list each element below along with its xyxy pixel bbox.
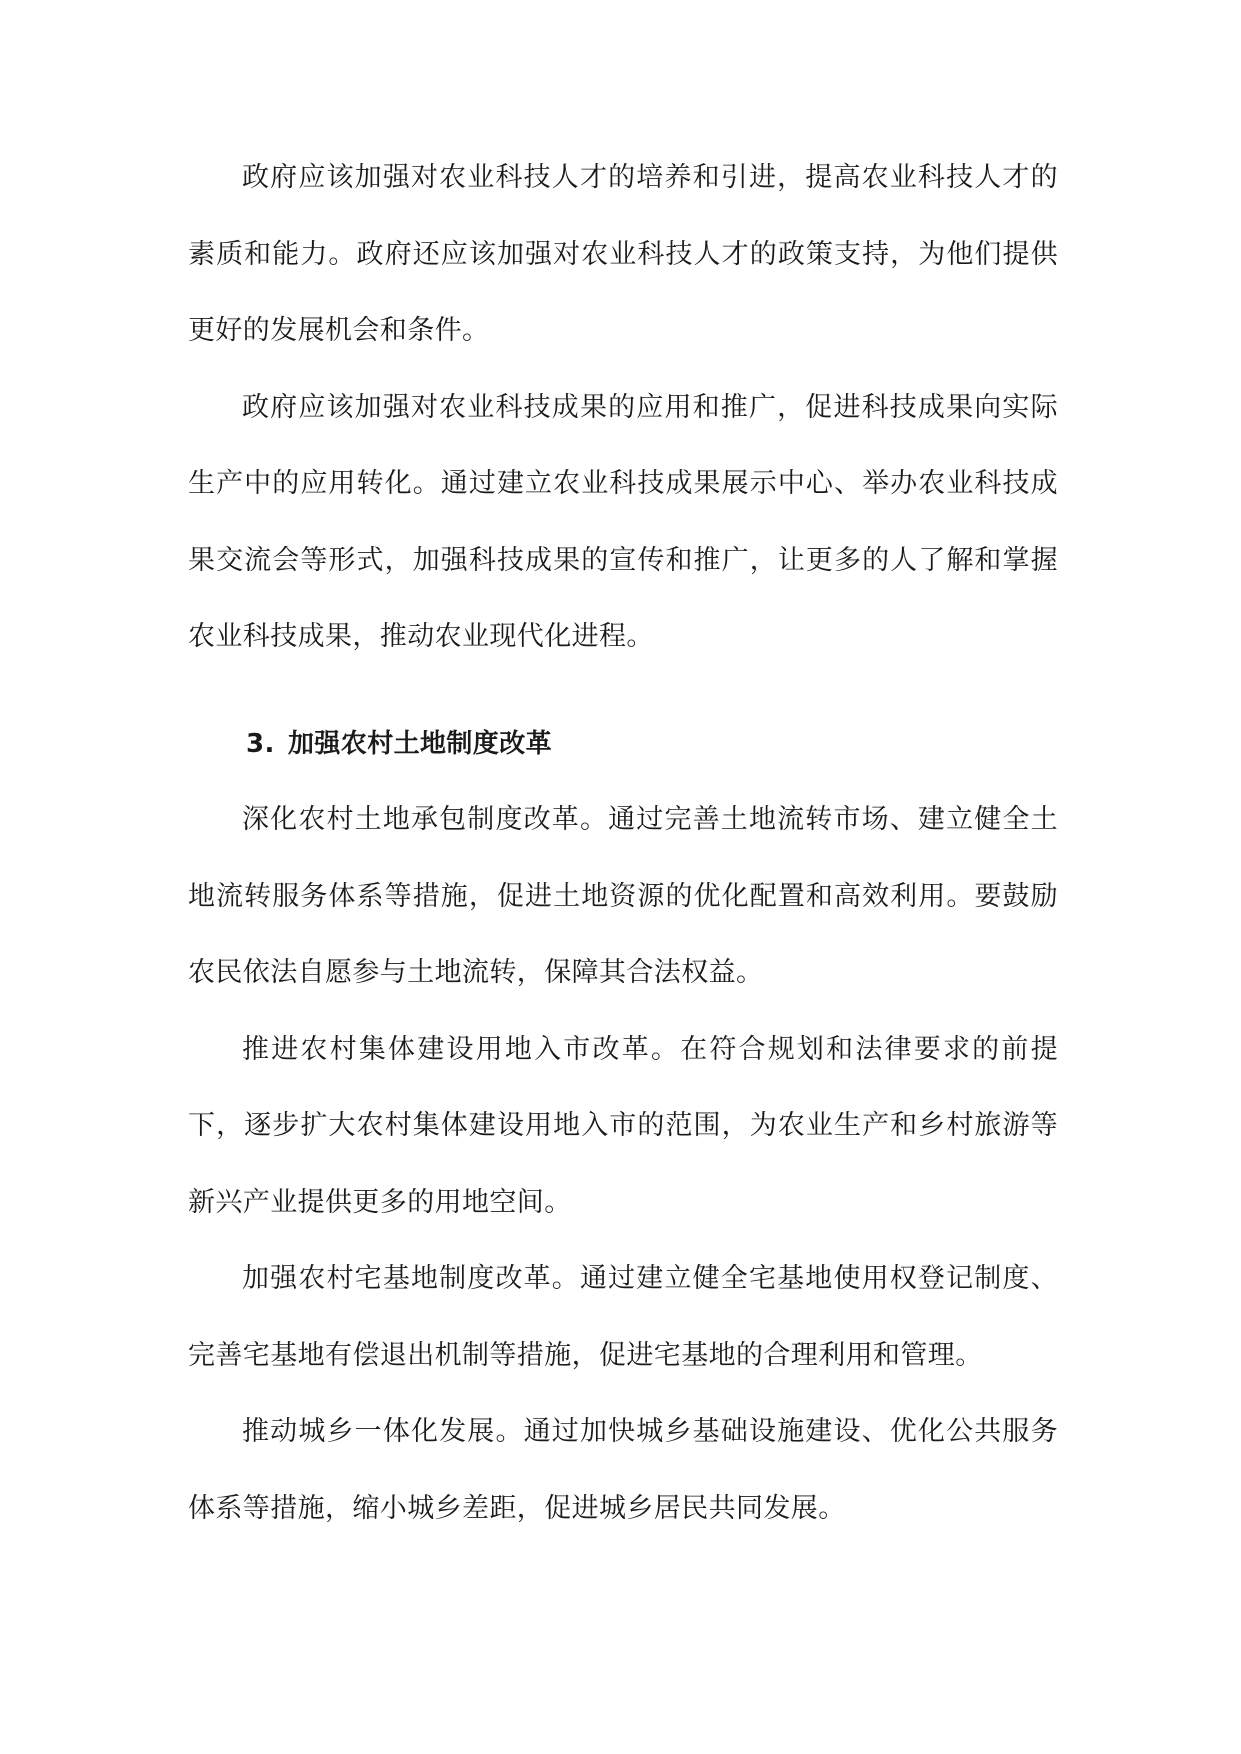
section-number: 3. bbox=[246, 728, 275, 759]
section-heading bbox=[188, 706, 1058, 783]
paragraph-collective-land-market: 推进农村集体建设用地入市改革。在符合规划和法律要求的前提下，逐步扩大农村集体建设用地入市的范围，为农业生产和乡村旅游等新兴产业提供更多的用地空间。 bbox=[188, 1033, 1058, 1218]
section-title: 加强农村土地制度改革 bbox=[288, 728, 553, 759]
document-body bbox=[188, 140, 1058, 1547]
paragraph-achievement-promotion: 政府应该加强对农业科技成果的应用和推广，促进科技成果向实际生产中的应用转化。通过建立农业科技成果展示中心、举办农业科技成果交流会等形式，加强科技成果的宣传和推广，让更多的人了解和掌握农业科技成果，推动农业现代化进程。 bbox=[188, 391, 1058, 652]
paragraph-land-contract-reform: 深化农村土地承包制度改革。通过完善土地流转市场、建立健全土地流转服务体系等措施，促进土地资源的优化配置和高效利用。要鼓励农民依法自愿参与土地流转，保障其合法权益。 bbox=[188, 804, 1058, 988]
paragraph-homestead-reform: 加强农村宅基地制度改革。通过建立健全宅基地使用权登记制度、完善宅基地有偿退出机制等措施，促进宅基地的合理利用和管理。 bbox=[188, 1263, 1058, 1371]
paragraph-urban-rural-integration: 推动城乡一体化发展。通过加快城乡基础设施建设、优化公共服务体系等措施，缩小城乡差距，促进城乡居民共同发展。 bbox=[188, 1416, 1058, 1524]
paragraph-talent-cultivation: 政府应该加强对农业科技人才的培养和引进，提高农业科技人才的素质和能力。政府还应该加强对农业科技人才的政策支持，为他们提供更好的发展机会和条件。 bbox=[188, 162, 1058, 346]
